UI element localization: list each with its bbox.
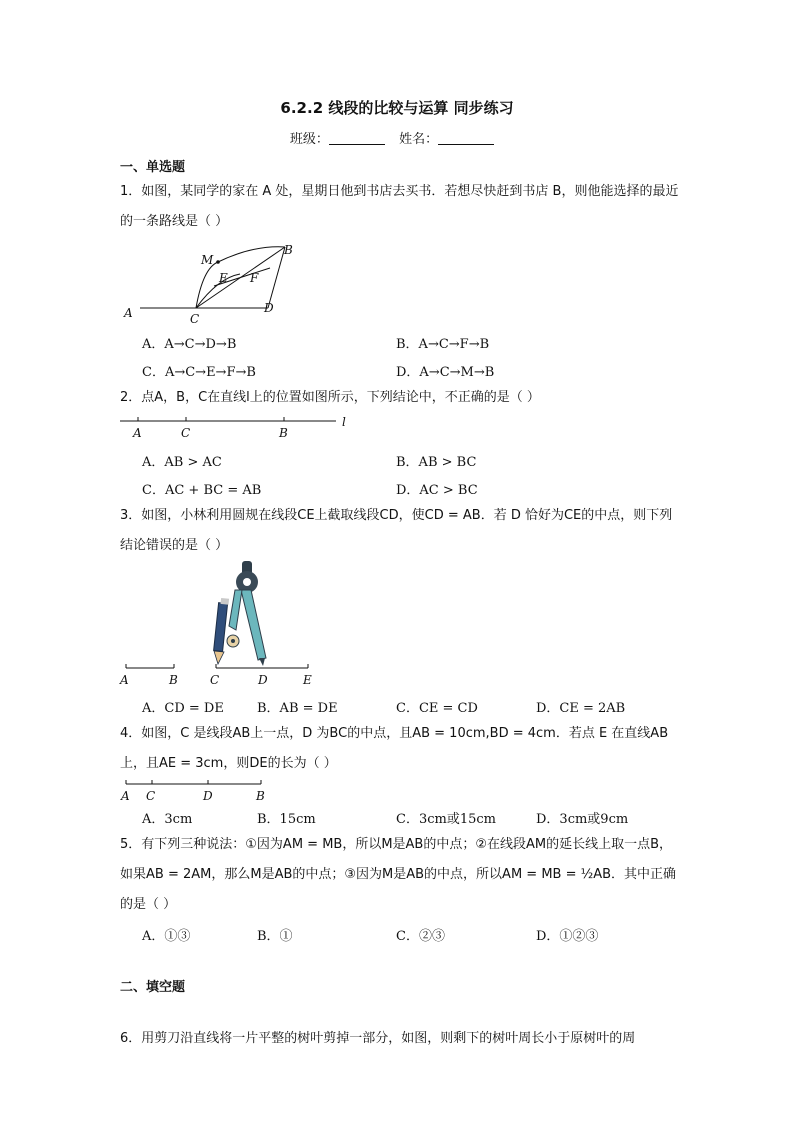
q3-option-a[interactable]: A．CD = DE: [142, 701, 224, 716]
fig2-label-l: l: [342, 415, 346, 429]
q5-option-d[interactable]: D．①②③: [536, 929, 599, 944]
fig1-label-A: A: [124, 306, 133, 320]
q4-option-b[interactable]: B．15cm: [257, 812, 316, 827]
q5-option-b[interactable]: B．①: [257, 929, 293, 944]
q1-option-c[interactable]: C．A→C→E→F→B: [142, 365, 256, 380]
question-2-figure: [118, 413, 358, 443]
name-label: 姓名：: [399, 132, 439, 147]
q1-option-a[interactable]: A．A→C→D→B: [142, 337, 237, 352]
page-title: 6.2.2 线段的比较与运算 同步练习: [280, 99, 514, 117]
question-1-figure: [118, 240, 308, 328]
compass-illustration: [214, 561, 266, 666]
fig1-label-D: D: [264, 301, 274, 315]
fig4-label-A: A: [121, 789, 130, 803]
fig4-label-D: D: [203, 789, 213, 803]
q5-option-c[interactable]: C．②③: [396, 929, 445, 944]
fig2-label-B: B: [279, 426, 288, 440]
fig1-label-B: B: [284, 243, 293, 257]
fig3-label-B: B: [169, 673, 178, 687]
q4-option-c[interactable]: C．3cm或15cm: [396, 812, 496, 827]
fig3-label-C: C: [210, 673, 220, 687]
question-6-stem: 6．用剪刀沿直线将一片平整的树叶剪掉一部分，如图，则剩下的树叶周长小于原树叶的周: [120, 1031, 636, 1046]
q4-option-a[interactable]: A．3cm: [142, 812, 193, 827]
q2-option-d[interactable]: D．AC > BC: [396, 483, 478, 498]
fig1-label-E: E: [219, 271, 228, 285]
name-blank[interactable]: [438, 131, 494, 145]
fig3-label-E: E: [303, 673, 312, 687]
section-fill-blank: 二、填空题: [120, 980, 186, 995]
fig1-label-C: C: [190, 312, 200, 326]
question-1-stem: 1．如图，某同学的家在 A 处，星期日他到书店去买书．若想尽快赶到书店 B，则他能选择的最近的一条路线是（ ）: [120, 184, 679, 229]
fig1-label-F: F: [250, 271, 259, 285]
q3-option-c[interactable]: C．CE = CD: [396, 701, 478, 716]
fig1-label-M: M: [201, 253, 214, 267]
q4-option-d[interactable]: D．3cm或9cm: [536, 812, 629, 827]
class-blank[interactable]: [329, 131, 385, 145]
q2-option-b[interactable]: B．AB > BC: [396, 455, 477, 470]
section-single-choice: 一、单选题: [120, 160, 186, 175]
fig4-label-B: B: [256, 789, 265, 803]
q3-option-b[interactable]: B．AB = DE: [257, 701, 338, 716]
q2-option-c[interactable]: C．AC + BC = AB: [142, 483, 262, 498]
student-info-line: [0, 128, 794, 147]
question-3-stem: 3．如图，小林利用圆规在线段CE上截取线段CD，使CD = AB．若 D 恰好为CE的中点，则下列结论错误的是（ ）: [120, 508, 673, 553]
q2-option-a[interactable]: A．AB > AC: [142, 455, 222, 470]
fig3-label-D: D: [258, 673, 268, 687]
q1-option-b[interactable]: B．A→C→F→B: [396, 337, 490, 352]
question-4-stem: 4．如图，C 是线段AB上一点，D 为BC的中点，且AB = 10cm,BD = 4cm．若点 E 在直线AB上，且AE = 3cm，则DE的长为（ ）: [120, 726, 669, 771]
fig4-label-C: C: [146, 789, 156, 803]
question-3-figure: [118, 558, 328, 688]
q3-option-d[interactable]: D．CE = 2AB: [536, 701, 626, 716]
question-5-stem: 5．有下列三种说法：①因为AM = MB，所以M是AB的中点；②在线段AM的延长线上取一点B，如果AB = 2AM，那么M是AB的中点；③因为M是AB的中点，所以AM = MB = ½AB．其中正确的是（ ）: [120, 837, 677, 912]
q5-option-a[interactable]: A．①③: [142, 929, 191, 944]
question-4-figure: [118, 779, 278, 807]
fig2-label-A: A: [133, 426, 142, 440]
fig3-label-A: A: [120, 673, 129, 687]
question-2-stem: 2．点A，B，C在直线l上的位置如图所示，下列结论中，不正确的是（ ）: [120, 390, 540, 405]
q1-option-d[interactable]: D．A→C→M→B: [396, 365, 495, 380]
fig2-label-C: C: [181, 426, 191, 440]
class-label: 班级：: [289, 132, 329, 147]
